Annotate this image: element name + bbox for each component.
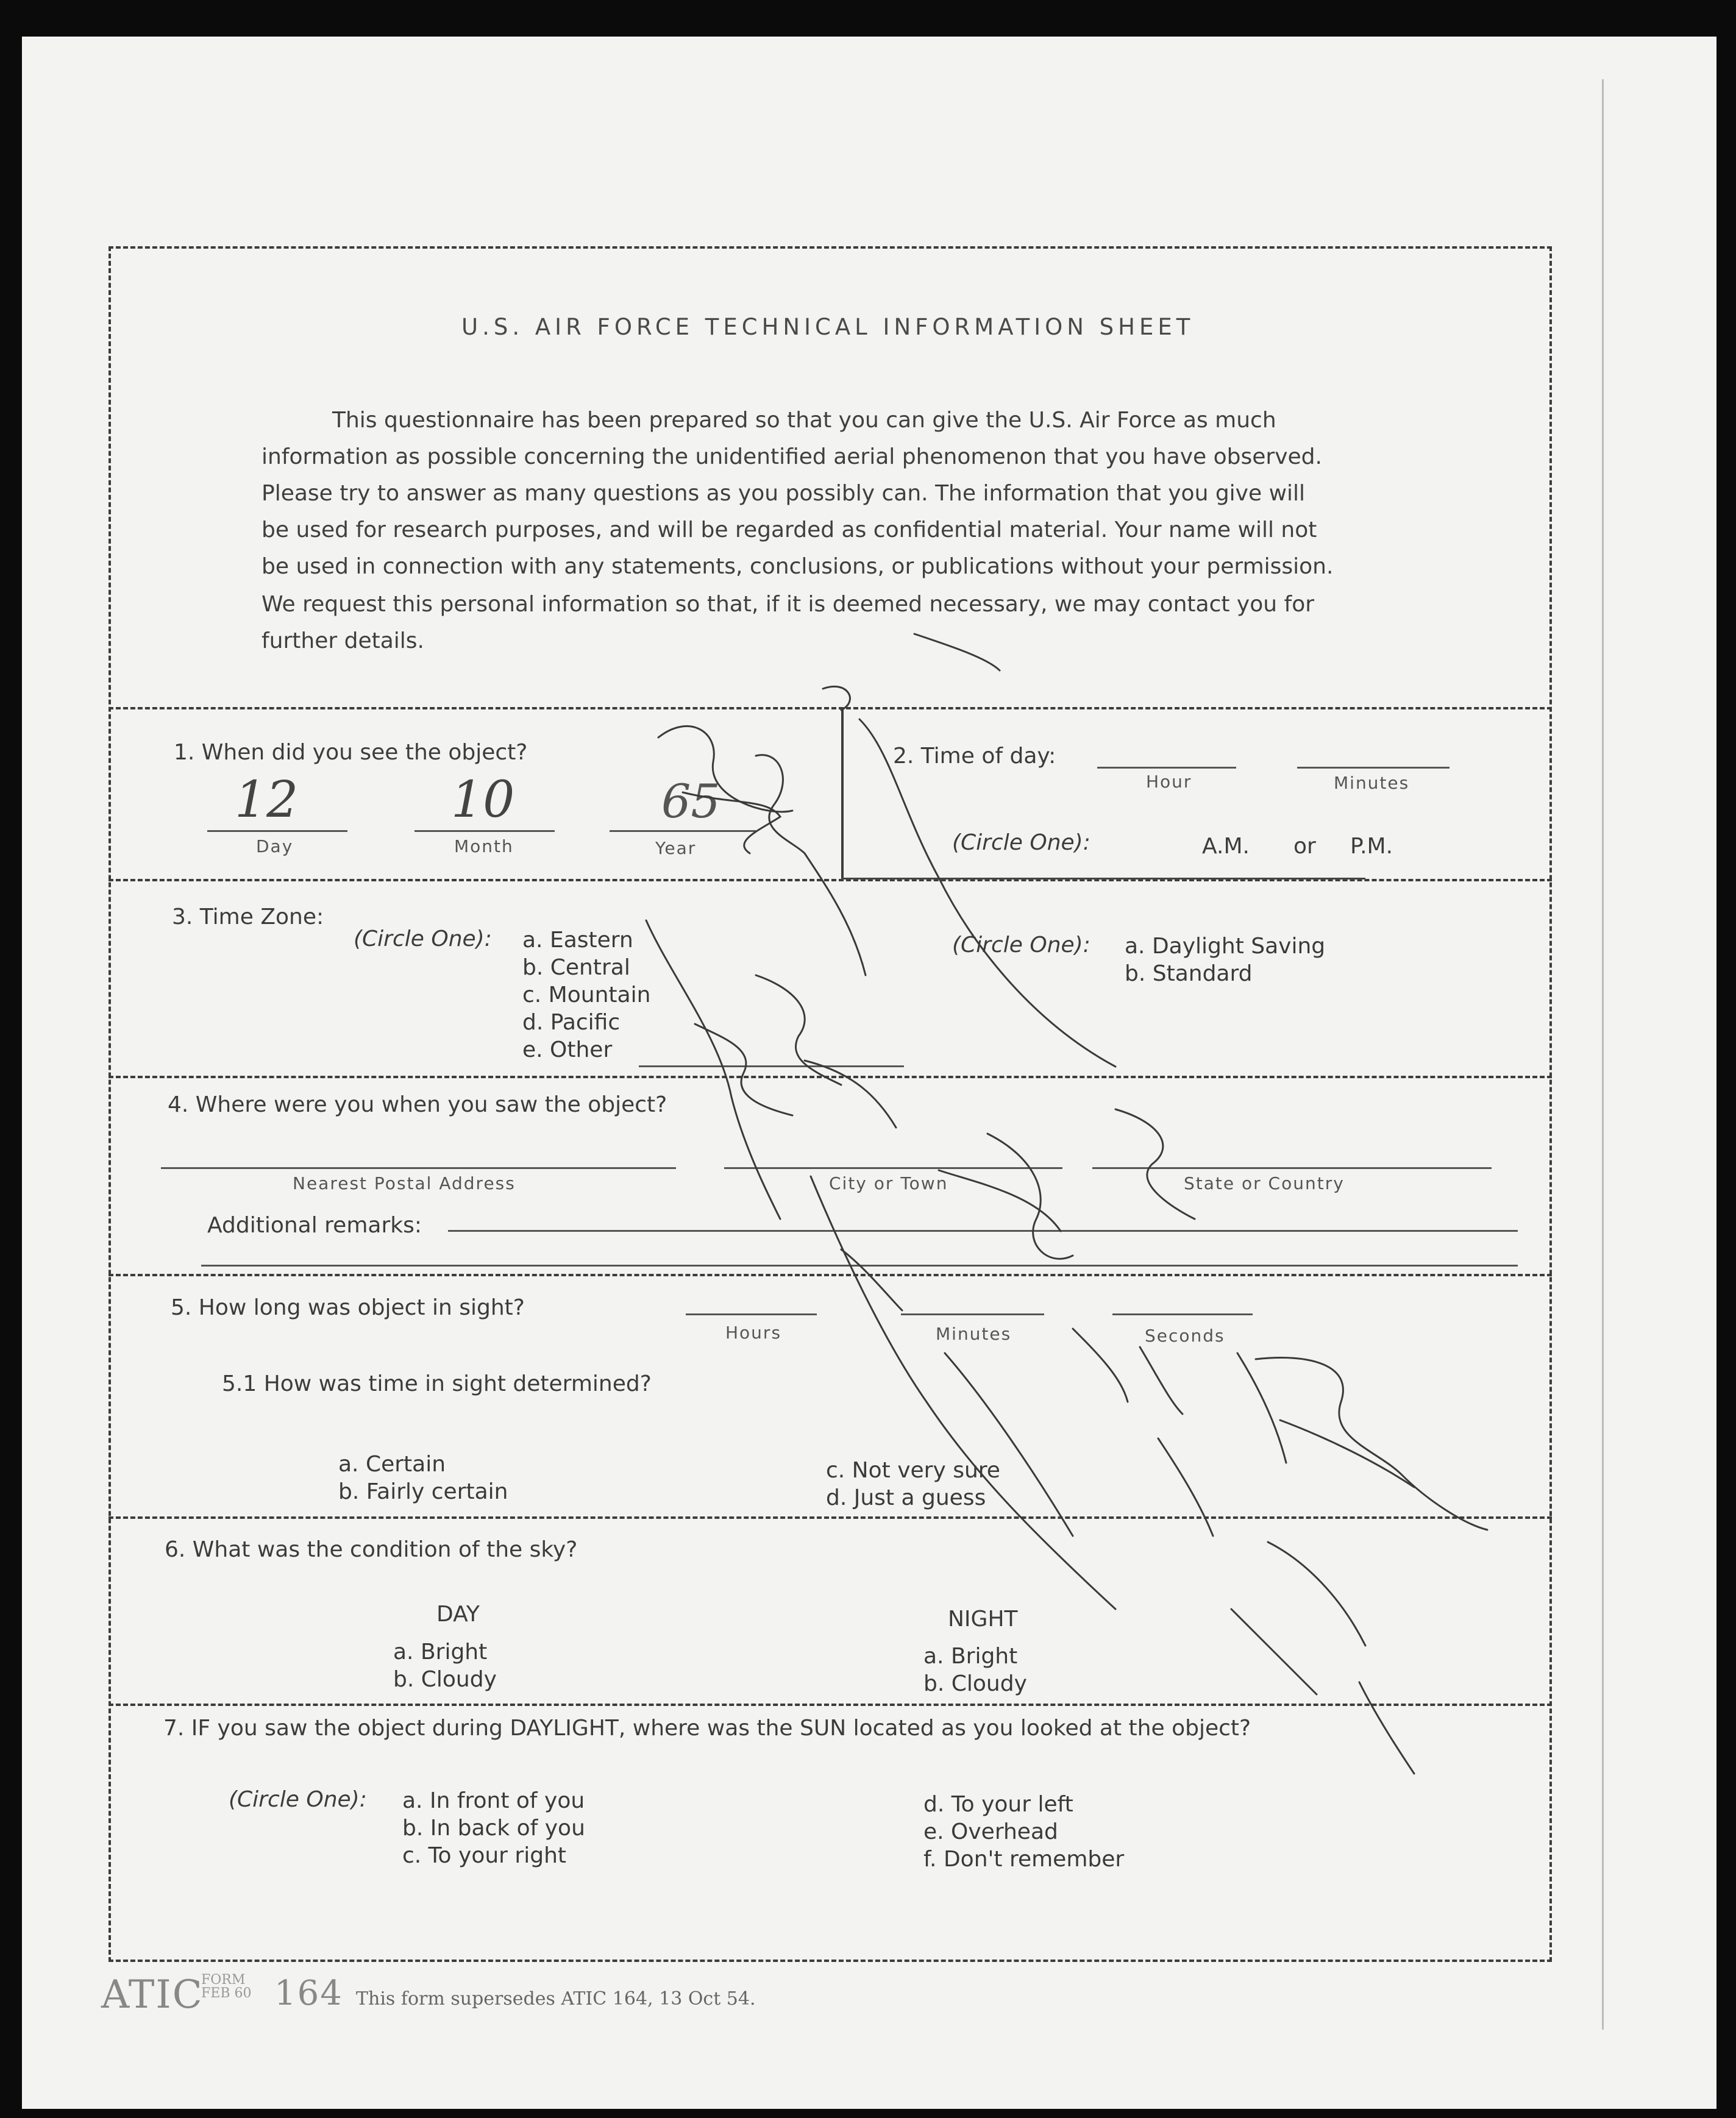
q6-day-heading: DAY (436, 1602, 480, 1627)
q6-day-bright[interactable]: a. Bright (393, 1640, 488, 1665)
q7-option-to-left[interactable]: d. To your left (923, 1792, 1073, 1817)
q7-circle-one: (Circle One): (229, 1787, 367, 1812)
q6-night-cloudy[interactable]: b. Cloudy (923, 1671, 1027, 1696)
scribble-stroke-18 (945, 1353, 1414, 1774)
scribble-stroke-11 (1115, 1109, 1195, 1219)
q6-night-heading: NIGHT (948, 1607, 1018, 1632)
form-title: U.S. AIR FORCE TECHNICAL INFORMATION SHEET (461, 314, 1195, 340)
scribble-stroke-15 (1256, 1358, 1487, 1530)
footer-form-word: FORM (201, 1972, 246, 1988)
footer-form-number: 164 (274, 1974, 343, 2013)
q2-hour-label: Hour (1146, 772, 1192, 792)
q7-option-in-front[interactable]: a. In front of you (402, 1788, 585, 1813)
q2-am: A.M. (1202, 834, 1250, 859)
q2-minutes-label: Minutes (1334, 773, 1410, 793)
q3-dst-standard[interactable]: b. Standard (1125, 961, 1253, 986)
q6-day-cloudy[interactable]: b. Cloudy (393, 1667, 497, 1692)
footer-form-date: FEB 60 (201, 1986, 252, 2001)
q2-pm: P.M. (1350, 834, 1393, 859)
scribble-stroke-9 (805, 1061, 1061, 1231)
q3-dst-daylight[interactable]: a. Daylight Saving (1125, 934, 1326, 959)
q4-question: 4. Where were you when you saw the object? (168, 1092, 667, 1117)
q5-hours-label: Hours (725, 1323, 782, 1343)
scribble-stroke-13 (841, 1249, 1128, 1402)
q5-option-fairly-certain[interactable]: b. Fairly certain (338, 1479, 508, 1504)
intro-line-2: information as possible concerning the unidentified aerial phenomenon that you have observed. (261, 444, 1322, 469)
q5-question: 5. How long was object in sight? (171, 1295, 525, 1320)
scribble-stroke-17 (1158, 1438, 1317, 1694)
scribble-stroke-12 (811, 1176, 1115, 1609)
scribble-stroke-2 (859, 719, 1115, 1067)
scribble-stroke-1 (823, 634, 1000, 710)
scribble-stroke-10 (987, 1134, 1073, 1259)
q4-remarks-label: Additional remarks: (207, 1213, 422, 1238)
q2-circle-one: (Circle One): (952, 830, 1090, 855)
q4-address-label: Nearest Postal Address (293, 1173, 516, 1193)
q3-zone-central[interactable]: b. Central (522, 955, 630, 980)
q1-day-label: Day (256, 836, 294, 856)
footer-atic: ATIC (101, 1972, 204, 2017)
intro-line-6: We request this personal information so that, if it is deemed necessary, we may contact you for (261, 592, 1315, 617)
q3-zone-other[interactable]: e. Other (522, 1037, 613, 1062)
q3-question: 3. Time Zone: (172, 904, 324, 929)
q4-city-label: City or Town (829, 1173, 948, 1193)
q5-option-certain[interactable]: a. Certain (338, 1452, 446, 1477)
intro-line-3: Please try to answer as many questions as you possibly can. The information that you give will (261, 481, 1306, 506)
q5-option-not-very-sure[interactable]: c. Not very sure (826, 1458, 1000, 1483)
q7-option-dont-remember[interactable]: f. Don't remember (923, 1847, 1125, 1872)
q7-option-in-back[interactable]: b. In back of you (402, 1816, 585, 1841)
intro-line-4: be used for research purposes, and will be regarded as confidential material. Your name will not (261, 517, 1317, 542)
scribble-stroke-16 (1268, 1420, 1414, 1646)
q3-zone-pacific[interactable]: d. Pacific (522, 1010, 621, 1035)
q1-month-label: Month (454, 836, 514, 856)
q7-option-to-right[interactable]: c. To your right (402, 1843, 566, 1868)
q1-year-label: Year (655, 838, 697, 858)
q2-question: 2. Time of day: (893, 744, 1056, 769)
q4-state-label: State or Country (1184, 1173, 1345, 1193)
intro-line-1: This questionnaire has been prepared so that you can give the U.S. Air Force as much (332, 408, 1276, 433)
scribble-stroke-6 (646, 920, 780, 1219)
q7-question: 7. IF you saw the object during DAYLIGHT, where was the SUN located as you looked at the object? (163, 1716, 1251, 1741)
q5-sub-question: 5.1 How was time in sight determined? (222, 1371, 652, 1396)
scribble-stroke-3 (756, 755, 866, 975)
footer-note: This form supersedes ATIC 164, 13 Oct 54. (356, 1988, 756, 2010)
q1-day-value: 12 (235, 771, 299, 829)
q3-circle-one-2: (Circle One): (952, 933, 1090, 958)
q3-circle-one: (Circle One): (354, 926, 492, 951)
q5-option-just-a-guess[interactable]: d. Just a guess (826, 1485, 986, 1510)
q5-seconds-label: Seconds (1145, 1326, 1225, 1346)
q6-night-bright[interactable]: a. Bright (923, 1644, 1018, 1669)
q1-question: 1. When did you see the object? (174, 740, 528, 765)
q2-or: or (1293, 834, 1316, 859)
intro-line-5: be used in connection with any statements, conclusions, or publications without your permission. (261, 554, 1334, 579)
q3-zone-eastern[interactable]: a. Eastern (522, 928, 633, 953)
q5-minutes-label: Minutes (936, 1324, 1012, 1344)
q7-option-overhead[interactable]: e. Overhead (923, 1819, 1058, 1844)
q1-year-value: 65 (661, 774, 720, 828)
scribble-stroke-5 (683, 792, 780, 853)
q6-question: 6. What was the condition of the sky? (165, 1537, 578, 1562)
q1-month-value: 10 (451, 771, 515, 829)
intro-line-7: further details. (261, 628, 424, 653)
q3-zone-mountain[interactable]: c. Mountain (522, 983, 651, 1007)
